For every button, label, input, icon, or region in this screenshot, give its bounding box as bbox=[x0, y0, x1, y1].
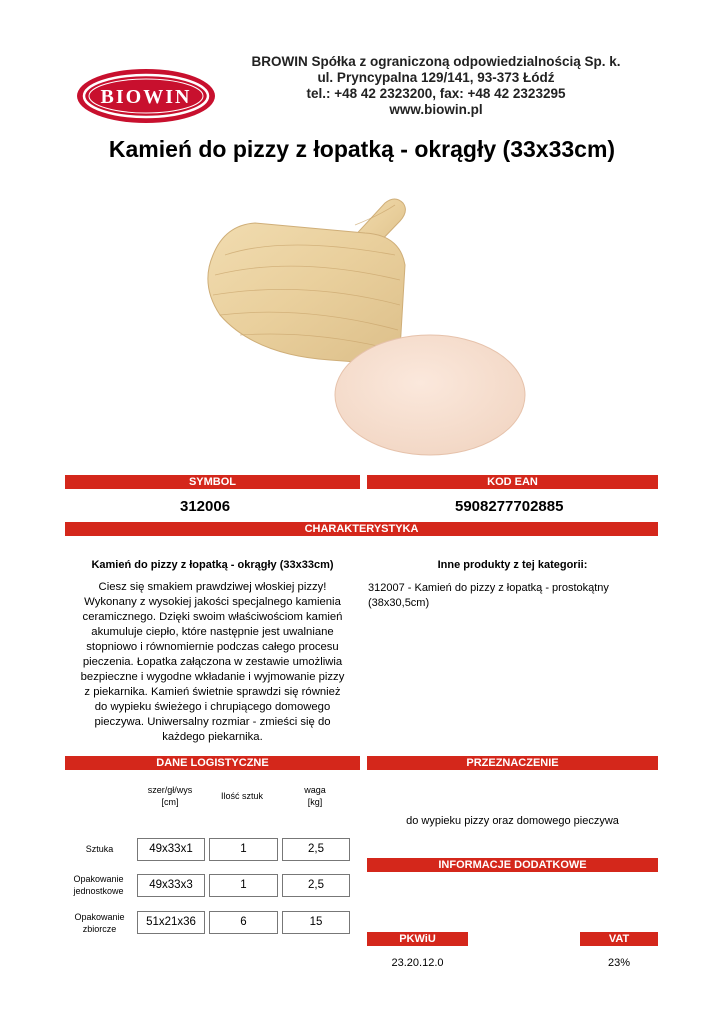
row-label: Opakowanie zbiorcze bbox=[74, 912, 125, 934]
product-title: Kamień do pizzy z łopatką - okrągły (33x33cm) bbox=[108, 136, 616, 162]
col-quantity: Ilość sztuk bbox=[220, 791, 263, 801]
company-name: BROWIN Spółka z ograniczoną odpowiedzialnością Sp. k. bbox=[251, 54, 621, 69]
other-products-heading: Inne produkty z tej kategorii: bbox=[437, 559, 588, 571]
characteristics-product-name: Kamień do pizzy z łopatką - okrągły (33x33cm) bbox=[91, 559, 334, 571]
ean-value: 5908277702885 bbox=[455, 498, 564, 515]
additional-info-header: INFORMACJE DODATKOWE bbox=[367, 858, 658, 872]
cell-quantity: 1 bbox=[209, 838, 278, 861]
company-website: www.biowin.pl bbox=[389, 102, 483, 117]
product-description: Ciesz się smakiem prawdziwej włoskiej pizzy! Wykonany z wysokiej jakości specjalnego kamienia ceramicznego. Dzięki swoim właściwościom kamień akumuluje ciepło, które następnie jest uwalniane stopniowo i równomiernie podczas całego procesu pieczenia. Łopatka załączona w zestawie umożliwia bezpieczne i wygodne wkładanie i wyjmowanie pizzy z piekarnika. Kamień świetnie sprawdzi się również do wypieku świeżego i chrupiącego domowego pieczywa. Uniwersalny rozmiar - zmieści się do każdego piekarnika. bbox=[80, 581, 345, 743]
cell-dimensions: 51x21x36 bbox=[137, 911, 205, 934]
cell-weight: 15 bbox=[282, 911, 350, 934]
cell-weight: 2,5 bbox=[282, 838, 350, 861]
cell-dimensions: 49x33x3 bbox=[137, 874, 205, 897]
vat-header: VAT bbox=[580, 932, 658, 946]
purpose-header: PRZEZNACZENIE bbox=[367, 756, 658, 770]
pkwiu-value: 23.20.12.0 bbox=[391, 957, 444, 969]
ean-header: KOD EAN bbox=[367, 475, 658, 489]
other-product-link[interactable]: 312007 - Kamień do pizzy z łopatką - prostokątny (38x30,5cm) bbox=[368, 582, 609, 609]
cell-dimensions: 49x33x1 bbox=[137, 838, 205, 861]
pkwiu-header: PKWiU bbox=[367, 932, 468, 946]
row-label: Sztuka bbox=[85, 844, 114, 854]
col-weight: waga [kg] bbox=[304, 785, 326, 807]
col-dimensions: szer/gł/wys [cm] bbox=[147, 785, 193, 807]
purpose-text: do wypieku pizzy oraz domowego pieczywa bbox=[406, 815, 619, 827]
biowin-logo bbox=[76, 68, 216, 124]
product-image bbox=[195, 195, 540, 460]
vat-value: 23% bbox=[607, 957, 631, 969]
logistics-header: DANE LOGISTYCZNE bbox=[65, 756, 360, 770]
company-info bbox=[226, 54, 646, 118]
company-phone: tel.: +48 42 2323200, fax: +48 42 2323295 bbox=[306, 86, 566, 101]
characteristics-header: CHARAKTERYSTYKA bbox=[65, 522, 658, 536]
svg-text:BIOWIN: BIOWIN bbox=[100, 86, 192, 108]
cell-weight: 2,5 bbox=[282, 874, 350, 897]
cell-quantity: 6 bbox=[209, 911, 278, 934]
row-label: Opakowanie jednostkowe bbox=[73, 874, 124, 896]
company-address: ul. Pryncypalna 129/141, 93-373 Łódź bbox=[317, 70, 555, 85]
cell-quantity: 1 bbox=[209, 874, 278, 897]
symbol-value: 312006 bbox=[180, 498, 231, 515]
symbol-header: SYMBOL bbox=[65, 475, 360, 489]
